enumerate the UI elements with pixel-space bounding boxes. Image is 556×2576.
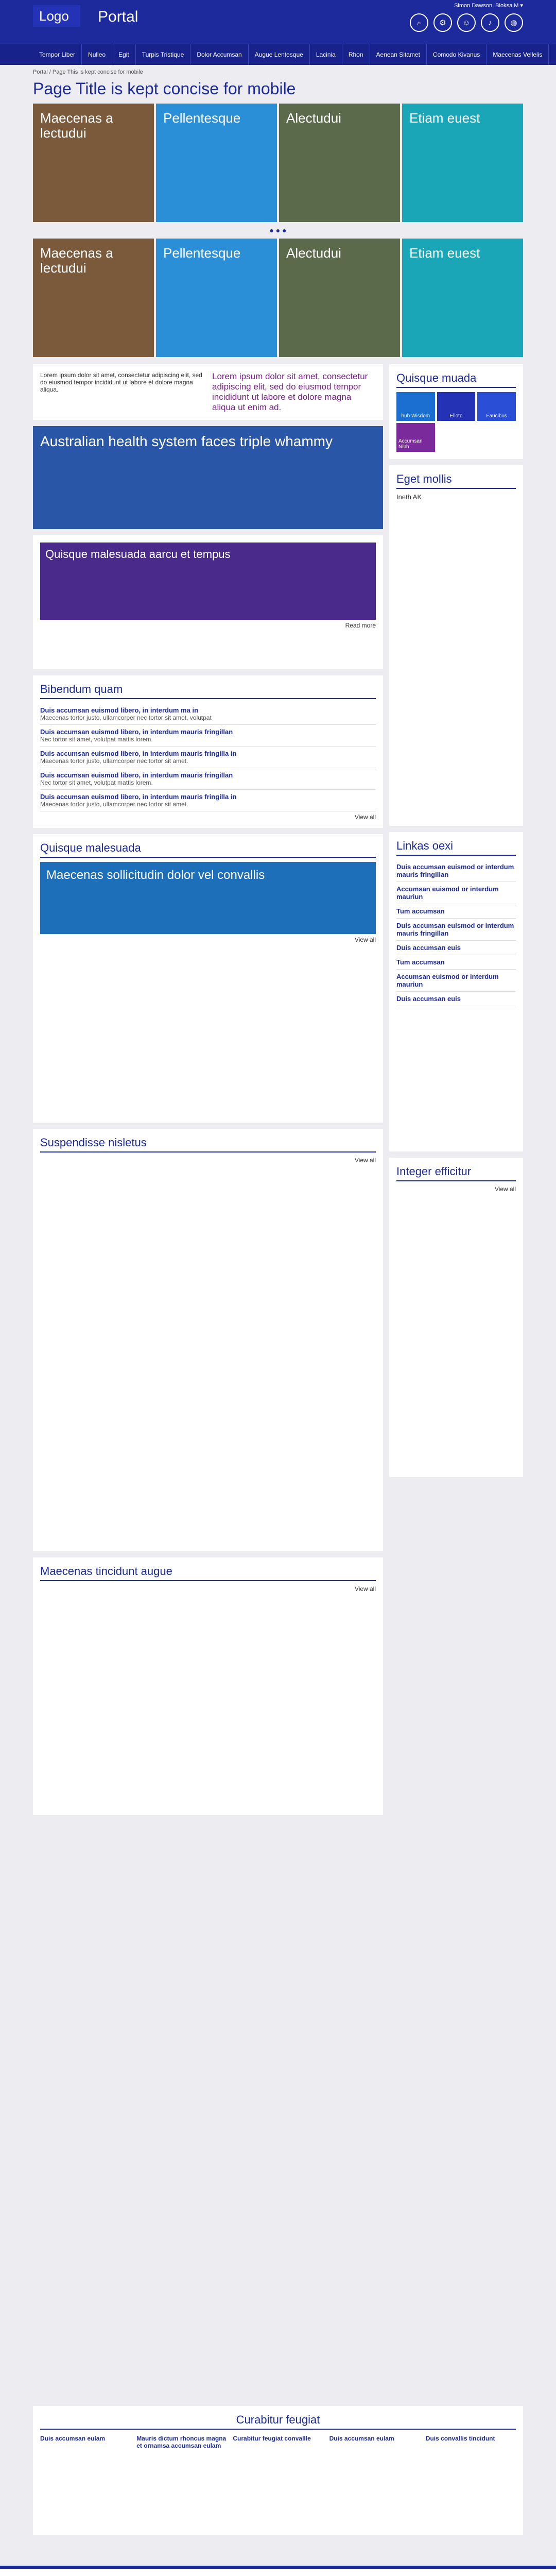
link[interactable]: Tum accumsan [396, 907, 445, 915]
nav-item[interactable]: Augue Lentesque [249, 44, 310, 65]
integer-card [389, 1158, 523, 1477]
tile-4[interactable]: Etiam euest [402, 104, 523, 222]
carousel-item[interactable]: Duis convallis tincidunt [425, 2435, 495, 2442]
tile-6[interactable]: Pellentesque [156, 239, 277, 357]
link[interactable]: Tum accumsan [396, 958, 445, 966]
news-desc: Maecenas tortor justo, ullamcorper nec tortor sit amet, volutpat [40, 714, 212, 721]
tile-5[interactable]: Maecenas a lectudui [33, 239, 154, 357]
nav-item[interactable]: Aenean Sitamet [370, 44, 427, 65]
carousel-item[interactable]: Duis accumsan eulam [40, 2435, 106, 2442]
view-all[interactable]: View all [354, 1157, 376, 1164]
nav-item[interactable]: Tempor Liber [33, 44, 82, 65]
news-link[interactable]: Duis accumsan euismod libero, in interdum mauris fringilla in [40, 750, 237, 757]
section-title: Curabitur feugiat [40, 2413, 516, 2430]
intro-card [33, 364, 383, 420]
user-menu[interactable]: Simon Dawson, Bioksa M ▾ [454, 3, 523, 9]
top-bar [0, 0, 556, 44]
quote: Lorem ipsum dolor sit amet, consectetur adipiscing elit, sed do eiusmod tempor incididunt ut labore et dolore magna aliqua ut enim ad. [212, 371, 368, 412]
feature-card [33, 535, 383, 669]
nav-item[interactable]: Nulleo [82, 44, 112, 65]
tile-row-2 [33, 239, 523, 357]
link-item [396, 919, 516, 941]
curabitur-carousel [33, 2406, 523, 2535]
quisque-card [33, 834, 383, 1123]
carousel-item[interactable]: Duis accumsan eulam [329, 2435, 394, 2442]
section-title: Integer efficitur [396, 1165, 516, 1181]
nav-item[interactable]: Maecenas Vellelis [486, 44, 549, 65]
news-item [40, 703, 376, 725]
news-link[interactable]: Duis accumsan euismod libero, in interdum mauris fringillan [40, 771, 233, 779]
people-icon[interactable]: ☺ [457, 13, 476, 32]
quick-link[interactable]: Accumsan Nibh [396, 423, 435, 452]
news-item [40, 725, 376, 747]
tile-3[interactable]: Alectudui [279, 104, 400, 222]
globe-icon[interactable]: ◍ [505, 13, 523, 32]
carousel-item[interactable]: Curabitur feugiat convallle [233, 2435, 311, 2442]
news-desc: Maecenas tortor justo, ullamcorper nec tortor sit amet. [40, 757, 188, 765]
nav-item[interactable]: Egit [112, 44, 136, 65]
bell-icon[interactable]: ♪ [481, 13, 499, 32]
link-item [396, 955, 516, 970]
quick-links [389, 364, 523, 459]
news-desc: Maecenas tortor justo, ullamcorper nec tortor sit amet. [40, 801, 188, 808]
section-title: Linkas oexi [396, 839, 516, 856]
news-link[interactable]: Duis accumsan euismod libero, in interdum mauris fringillan [40, 728, 233, 736]
link[interactable]: Duis accumsan euismod or interdum mauris fringillan [396, 922, 514, 937]
carousel-item[interactable]: Mauris dictum rhoncus magna et ornamsa accumsan eulam [136, 2435, 227, 2449]
nav-item[interactable]: Lacinia [310, 44, 342, 65]
link-item [396, 941, 516, 955]
section-title: Quisque malesuada [40, 841, 376, 858]
tweet-author[interactable]: Ineth AK [396, 493, 422, 501]
link[interactable]: Accumsan euismod or interdum mauriun [396, 885, 499, 901]
nav-item[interactable]: Comodo Kivanus [427, 44, 486, 65]
link[interactable]: Accumsan euismod or interdum mauriun [396, 973, 499, 988]
news-link[interactable]: Duis accumsan euismod libero, in interdum mauris fringilla in [40, 793, 237, 801]
read-more[interactable]: Read more [345, 622, 376, 629]
quisque-banner[interactable]: Maecenas sollicitudin dolor vel convallis [40, 862, 376, 934]
news-item [40, 747, 376, 768]
news-desc: Nec tortor sit amet, volutpat mattis lorem. [40, 736, 153, 743]
link[interactable]: Duis accumsan euis [396, 995, 461, 1003]
view-all[interactable]: View all [354, 814, 376, 821]
link-item [396, 860, 516, 882]
suspendisse-card [33, 1129, 383, 1551]
linkas-card [389, 832, 523, 1151]
carousel-dots[interactable]: ● ● ● [269, 226, 287, 234]
nav-item[interactable]: Rhon [342, 44, 370, 65]
link-item [396, 882, 516, 904]
view-all[interactable]: View all [494, 1185, 516, 1193]
tile-1[interactable]: Maecenas a lectudui [33, 104, 154, 222]
twitter-feed [389, 465, 523, 826]
link[interactable]: Duis accumsan euismod or interdum mauris fringillan [396, 863, 514, 878]
page-title: Page Title is kept concise for mobile [33, 79, 296, 98]
maecenas-card [33, 1557, 383, 1815]
link-item [396, 992, 516, 1006]
link-item [396, 904, 516, 919]
news-item [40, 768, 376, 790]
section-title: Quisque muada [396, 371, 516, 388]
tile-7[interactable]: Alectudui [279, 239, 400, 357]
intro-text: Lorem ipsum dolor sit amet, consectetur adipiscing elit, sed do eiusmod tempor incididunt ut labore et dolore magna aliqua. [40, 371, 202, 393]
search-icon[interactable]: ⌕ [410, 13, 428, 32]
section-title: Eget mollis [396, 472, 516, 489]
breadcrumb: Portal / Page This is kept concise for mobile [33, 69, 143, 75]
news-item [40, 790, 376, 811]
section-title: Maecenas tincidunt augue [40, 1565, 376, 1581]
section-title: Suspendisse nisletus [40, 1136, 376, 1153]
news-link[interactable]: Duis accumsan euismod libero, in interdum ma in [40, 706, 199, 714]
view-all[interactable]: View all [354, 1585, 376, 1592]
view-all[interactable]: View all [354, 936, 376, 943]
tile-2[interactable]: Pellentesque [156, 104, 277, 222]
tile-row [33, 104, 523, 222]
tile-8[interactable]: Etiam euest [402, 239, 523, 357]
media-banner[interactable]: Australian health system faces triple whammy [33, 426, 383, 529]
quick-link[interactable]: Faucibus [477, 392, 516, 421]
footer [0, 2566, 556, 2576]
section-title: Bibendum quam [40, 683, 376, 699]
quick-link[interactable]: hub Wisdom [396, 392, 435, 421]
quick-link[interactable]: Elloto [437, 392, 476, 421]
feature-title[interactable]: Quisque malesuada aarcu et tempus [40, 543, 376, 620]
bibendum-card [33, 675, 383, 828]
link[interactable]: Duis accumsan euis [396, 944, 461, 952]
portal-title: Portal [98, 8, 138, 25]
logo[interactable]: Logo [33, 5, 80, 27]
nav-item[interactable]: Dolor Accumsan [190, 44, 248, 65]
main-nav [0, 44, 556, 65]
nav-item[interactable]: Turpis Tristique [136, 44, 191, 65]
link-item [396, 970, 516, 992]
gear-icon[interactable]: ⚙ [433, 13, 452, 32]
news-desc: Nec tortor sit amet, volutpat mattis lorem. [40, 779, 153, 786]
